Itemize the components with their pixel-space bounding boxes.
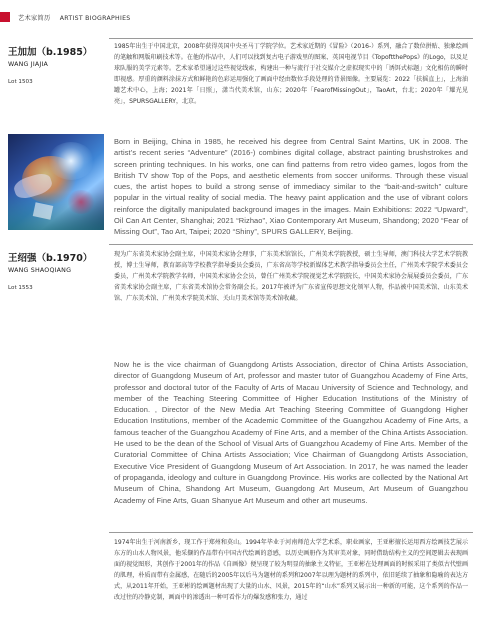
artist-name-zh: 王绍强（b.1970） xyxy=(8,253,93,264)
bio-zh-wang-shaoqiang: 现为广东省美术家协会副主席，中国美术家协会理事，广东美术馆馆长，广州美术学院教授，硕士生导师，澳门科技大学艺术学院教授，博士生导师，教育部高等学校教学指导委员会委员，广东省高等学校新媒体艺术教学指导委员会主任，广州美术学院学术委员会委员，广州美术学院教学名师，中国美术家协会会员，曾任广州美术学院视觉艺术学院院长，中国美术家协会展展委员会委员，广东省美术家协会副主席，广东省美术馆协会常务副会长。2017年被评为广东省宣传思想文化领军人物，作品被中国美术馆、山东美术馆、广东美术馆、广州美术学院美术馆、关山月美术馆等美术馆收藏。 xyxy=(114,251,468,303)
section-divider xyxy=(109,532,473,533)
header-title-zh: 艺术家简历 xyxy=(18,14,51,22)
artist-block-wang-jiajia xyxy=(8,44,92,85)
section-divider xyxy=(109,244,473,245)
lot-number: Lot 1503 xyxy=(8,79,33,85)
artist-name-zh: 王加加（b.1985） xyxy=(8,47,93,58)
abstract-painting-thumbnail xyxy=(8,134,104,230)
header-accent-mark xyxy=(0,12,10,22)
header-title-en: ARTIST BIOGRAPHIES xyxy=(59,14,131,22)
header-title xyxy=(18,13,138,22)
lot-number: Lot 1553 xyxy=(8,285,33,291)
artist-block-wang-shaoqiang xyxy=(8,250,92,291)
page-header xyxy=(0,10,138,24)
artist-name-en: WANG SHAOQIANG xyxy=(8,267,72,274)
bio-en-wang-jiajia: Born in Beijing, China in 1985, he received his degree from Central Saint Martins, UK in 2008. The artist’s recent series “Adventure” (2016-) combines digital collage, abstract painting brushstrokes and screen printing techniques. In his works, one can find patterns from retro video games, logos from the British TV show Top of the Pops, and aesthetic elements from soccer uniforms. Through these visual cues, the artist hopes to build a strong sense of immediacy similar to the “bait-and-switch” culture popular in the virtual reality of social media. The heavy paint application and the use of vibrant colors reinforce the digitally manipulated background images in the images. Main Exhibitions: 2022 “Upward”, Oil Can Art Center, Shanghai; 2021 “Rizhao”, Xiao Contemporary Art Museum, Shandong; 2020 “Fear of Missing Out”, Tao Art, Taipei; 2020 “Shiny”, SPURS GALLERY, Beijing. xyxy=(114,137,468,237)
bio-zh-wang-jiajia: 1985年出生于中国北京，2008年获得英国中央圣马丁学院学位。艺术家近期的《冒险》（2016-）系列，融合了数位拼贴、独象绘画的笔触和网版印刷技术等。在他的作品中，人们可以找到复古电子游戏里的图案、英国电视节目《TopoftthePops》的Logo，以及足球队服的美学元素等。艺术家希望通过这些视觉线索，构建出一种与流行于社交媒介之虚拟现实中的「诱饵式标题」文化相仿的瞬时即视感。厚重的颜料涂抹方式和鲜艳的色彩运用强化了画面中经由数位手段处理的背景图像。主要展览：2022「扶摇直上」，上海油罐艺术中心，上海；2021年「日照」，潇当代美术馆，山东；2020年「FearofMissingOut」，TaoArt，台北；2020年「耀光见亮」，SPURSGALLERY，北京。 xyxy=(114,43,468,106)
bio-en-wang-shaoqiang: Now he is the vice chairman of Guangdong Artists Association, director of China Artists Association, director of Guangdong Museum of Art, professor and master tutor of Guangzhou Academy of Fine Arts, professor and doctoral tutor of the Faculty of Arts of Macau University of Science and Technology, and member of the Teaching Steering Committee of Higher Education Institutions of the Ministry of Education. , Director of the New Media Art Teaching Steering Committee of Guangdong Higher Education Institutions, member of the Academic Committee of the Guangzhou Academy of Fine Arts, a famous teacher of the Guangzhou Academy of Fine Arts, and a member of the China Artists Association. He used to be the dean of the School of Visual Arts of Guangzhou Academy of Fine Arts. Member of the Curatorial Committee of China Artists Association; Vice Chairman of Guangdong Artists Association, Executive Vice President of Guangdong Museum of Art Association. In 2017, he was named the leader of propaganda, ideology and culture in Guangdong Province. His works are collected by the National Art Museum of China, Shandong Art Museum, Guangdong Art Museum, Art Museum of Guangzhou Academy of Fine Arts, Guan Shanyue Art Museum and other art museums. xyxy=(114,360,468,505)
section-divider xyxy=(109,38,473,39)
bio-zh-wang-yabin: 1974年出生于河南新乡，现工作于郑州和莫山。1994年毕业于河南师范大学艺术系，职业画家，王亚彬擅长运用西方绘画技艺展示东方的山水人物风景，他采撷的作品带有中国古代绘画的意感，以历史画册作为其审美对象，同时借助结构主义的空间逻辑去表现画面的视觉图形，其创作于2001年的作品《自画像》便呈现了较为明显的抽象主义特征，王亚彬在处理画面的时候采用了类似古代壁画的肌理，朴质而带有金属感，在随后的2005年以后马为题材的系列和2007年以理为题材的系列中，依旧延续了抽象和隐喻的表达方式，从2011年开始，王亚彬的绘画题材出现了大量的山水、风景，2015年的“山水”系列又展示出一种新的可能，这个系列的作品一改过往的冷静克制，画面中的渗透出一种可看作力的爆发感和张力，通过 xyxy=(114,539,468,602)
artist-name-en: WANG JIAJIA xyxy=(8,61,49,68)
